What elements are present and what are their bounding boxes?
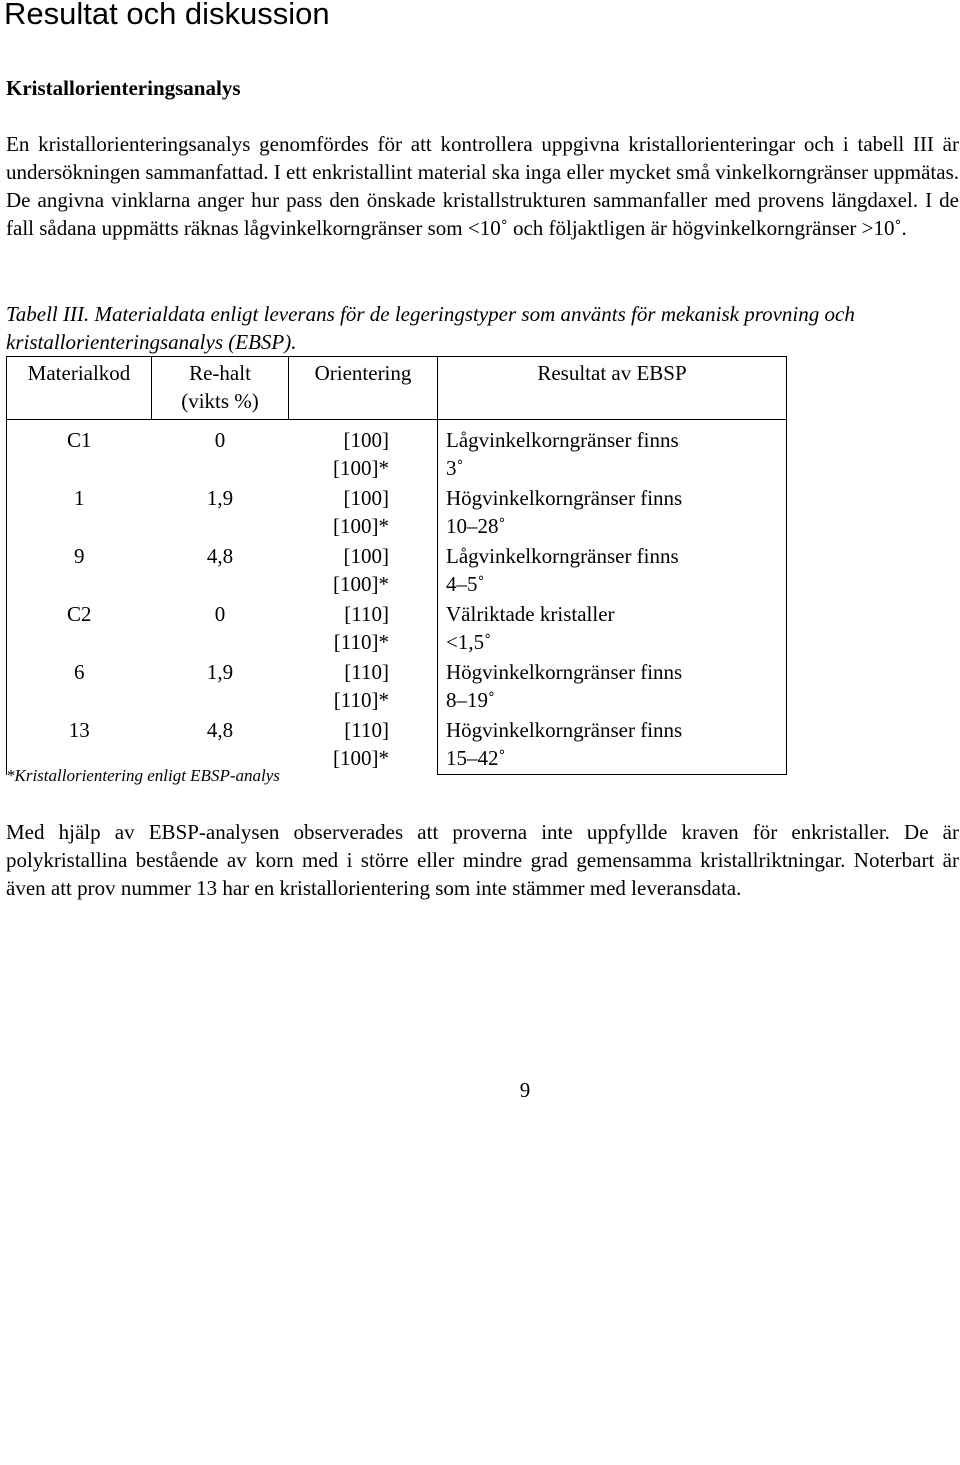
cell-re-content: 1,9 — [206, 486, 234, 510]
table-row — [7, 540, 787, 598]
conclusion-paragraph: Med hjälp av EBSP-analysen observerades att proverna inte uppfyllde kraven för enkristaller. De är polykristallina bestående av korn med i större eller mindre grad gemensamma kristallriktningar. Noterbart är även att prov nummer 13 har en kristallorientering som inte stämmer med leveransdata. — [6, 820, 959, 900]
header-material-code: Materialkod — [7, 357, 152, 420]
cell-re-content: 1,9 — [206, 660, 234, 684]
material-data-table — [6, 356, 787, 775]
cell-orientation: [110] [110]* — [333, 660, 389, 712]
table-row — [7, 598, 787, 656]
header-re-content: Re-halt (vikts %) — [152, 357, 289, 420]
intro-paragraph: En kristallorienteringsanalys genomfördes för att kontrollera uppgivna kristallorienteringar och i tabell III är undersökningen sammanfattad. I ett enkristallint material ska inga eller mycket små vinkelkorngränser uppmätas. De angivna vinklarna anger hur pass den önskade kristallstrukturen sammanfaller med provens längdaxel. I de fall sådana uppmätts räknas lågvinkelkorngränser som <10˚ och följaktligen är högvinkelkorngränser >10˚. — [6, 132, 959, 240]
cell-re-content: 4,8 — [206, 718, 234, 742]
cell-ebsp-result: Välriktade kristaller <1,5˚ — [438, 598, 787, 656]
table-row — [7, 420, 787, 483]
cell-material-code: C1 — [7, 420, 152, 483]
table-body — [7, 420, 787, 775]
cell-orientation: [100] [100]* — [333, 428, 389, 480]
cell-orientation: [110] [100]* — [333, 718, 389, 770]
cell-ebsp-result: Lågvinkelkorngränser finns 4–5˚ — [438, 540, 787, 598]
cell-ebsp-result: Högvinkelkorngränser finns 8–19˚ — [438, 656, 787, 714]
cell-material-code: C2 — [7, 598, 152, 656]
cell-re-content: 0 — [214, 428, 226, 452]
cell-ebsp-result: Högvinkelkorngränser finns 10–28˚ — [438, 482, 787, 540]
cell-orientation: [110] [110]* — [333, 602, 389, 654]
header-ebsp-result: Resultat av EBSP — [438, 357, 787, 420]
section-heading: Kristallorienteringsanalys — [6, 76, 241, 100]
cell-material-code: 6 — [7, 656, 152, 714]
cell-re-content: 0 — [214, 602, 226, 626]
cell-ebsp-result: Högvinkelkorngränser finns 15–42˚ — [438, 714, 787, 775]
page-title: Resultat och diskussion — [4, 0, 330, 31]
cell-material-code: 1 — [7, 482, 152, 540]
page-number: 9 — [519, 1078, 531, 1102]
table-row — [7, 656, 787, 714]
cell-orientation: [100] [100]* — [333, 486, 389, 538]
table-caption: Tabell III. Materialdata enligt leverans för de legeringstyper som använts för mekanisk provning och kristallorienteringsanalys (EBSP). — [6, 302, 855, 354]
table-row — [7, 482, 787, 540]
cell-re-content: 4,8 — [206, 544, 234, 568]
cell-material-code: 13 — [7, 714, 152, 775]
table-header-row — [7, 357, 787, 420]
cell-orientation: [100] [100]* — [333, 544, 389, 596]
header-orientation: Orientering — [289, 357, 438, 420]
cell-ebsp-result: Lågvinkelkorngränser finns 3˚ — [438, 420, 787, 483]
table-footnote: *Kristallorientering enligt EBSP-analys — [6, 766, 280, 785]
cell-material-code: 9 — [7, 540, 152, 598]
